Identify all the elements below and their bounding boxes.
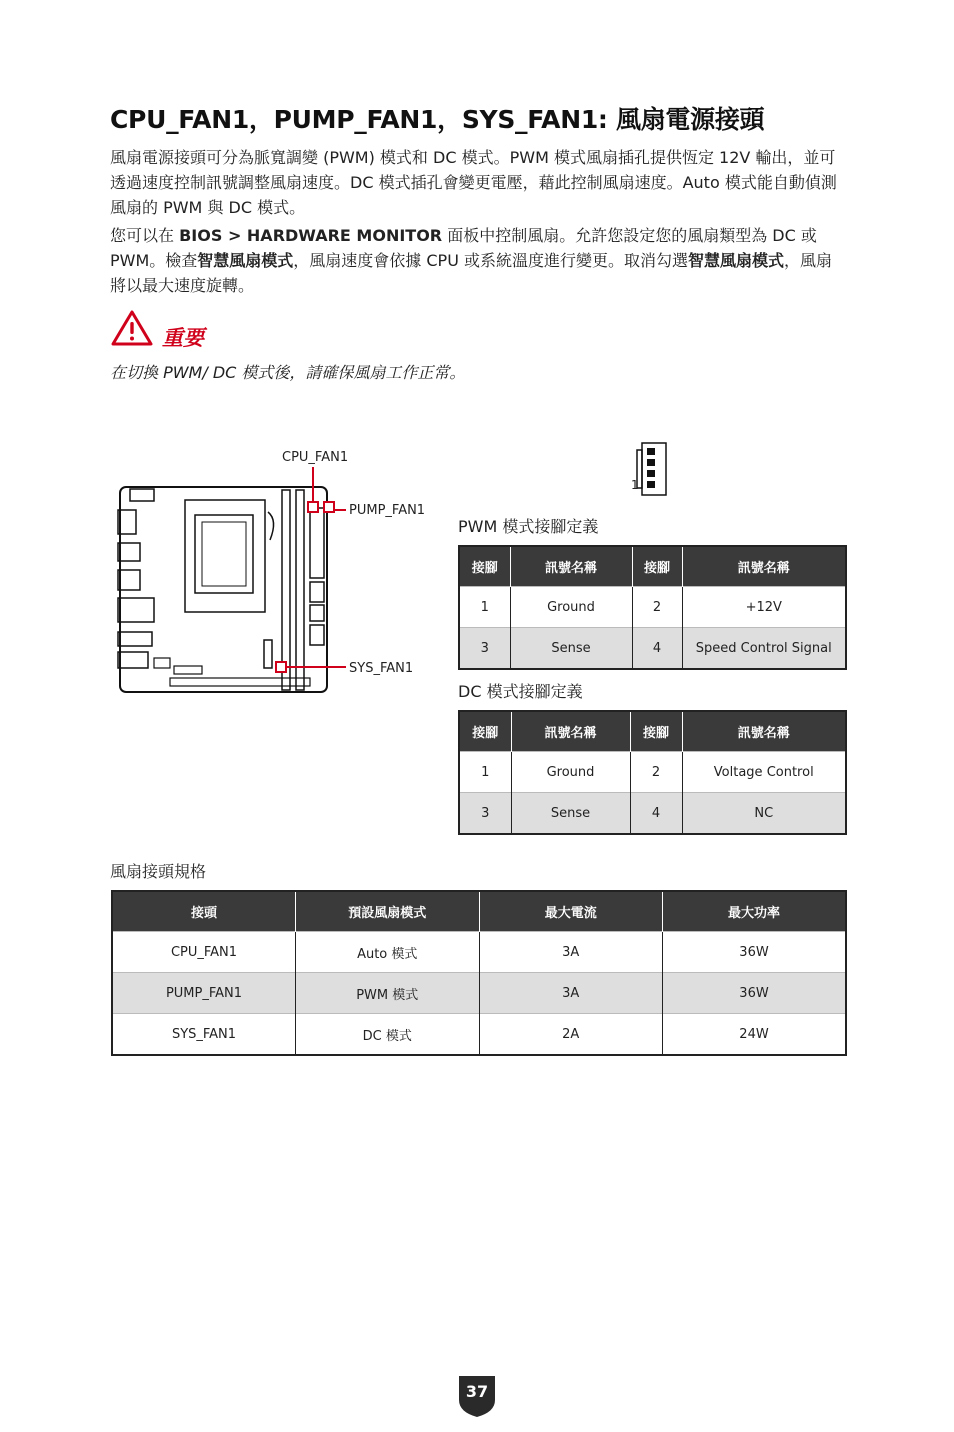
table-row [459, 628, 846, 670]
table-cell: PWM 模式 [296, 973, 480, 1014]
table-cell: 1 [459, 752, 511, 793]
table-cell: 2 [630, 752, 682, 793]
intro-paragraph: 風扇電源接頭可分為脈寬調變 (PWM) 模式和 DC 模式。PWM 模式風扇插孔提供恆定 12V 輸出，並可透過速度控制訊號調整風扇速度。DC 模式插孔會變更電壓，藉此控制風扇速度。Auto 模式能自動偵測風扇的 PWM 與 DC 模式。 [110, 148, 837, 217]
table-cell: Ground [510, 587, 632, 628]
pump-fan-label: PUMP_FAN1 [349, 503, 426, 518]
bios-text: 面板中控制風扇。允許您設定您的風扇類型為 DC 或 PWM。檢查 [110, 226, 817, 270]
table-cell: DC 模式 [296, 1014, 480, 1056]
table-row [112, 932, 846, 973]
pwm-heading: PWM 模式接腳定義 [458, 517, 599, 536]
important-note: 在切換 PWM/ DC 模式後，請確保風扇工作正常。 [110, 363, 466, 382]
bios-text: ，風扇速度會依據 CPU 或系統溫度進行變更。取消勾選 [293, 251, 689, 270]
table-header: 最大電流 [479, 891, 663, 932]
smart-fan-mode: 智慧風扇模式 [197, 251, 294, 270]
table-header: 最大功率 [663, 891, 847, 932]
table-cell: 2A [479, 1014, 663, 1056]
cpu-fan-label: CPU_FAN1 [282, 450, 349, 465]
bios-path: BIOS > HARDWARE MONITOR [179, 226, 443, 245]
table-cell: NC [682, 793, 846, 835]
table-cell: 1 [459, 587, 510, 628]
table-cell: +12V [682, 587, 846, 628]
motherboard-diagram [110, 440, 350, 700]
table-cell: Sense [510, 628, 632, 670]
page-number: 37 [465, 1382, 489, 1401]
smart-fan-mode: 智慧風扇模式 [688, 251, 785, 270]
table-header: 訊號名稱 [682, 546, 846, 587]
table-cell: 36W [663, 932, 847, 973]
table-cell: 2 [632, 587, 682, 628]
important-label: 重要 [162, 326, 204, 350]
sys-fan-label: SYS_FAN1 [349, 661, 414, 676]
bios-text: 您可以在 [110, 226, 180, 245]
table-header: 接腳 [459, 711, 511, 752]
table-header: 訊號名稱 [511, 711, 630, 752]
table-row [112, 1014, 846, 1056]
table-cell: Auto 模式 [296, 932, 480, 973]
table-header: 接腳 [632, 546, 682, 587]
table-cell: 3A [479, 973, 663, 1014]
table-cell: Speed Control Signal [682, 628, 846, 670]
table-cell: 36W [663, 973, 847, 1014]
page-title: CPU_FAN1，PUMP_FAN1，SYS_FAN1: 風扇電源接頭 [110, 105, 765, 134]
table-cell: 4 [632, 628, 682, 670]
table-cell: 24W [663, 1014, 847, 1056]
table-cell: PUMP_FAN1 [112, 973, 296, 1014]
table-header: 接腳 [459, 546, 510, 587]
table-row [459, 793, 846, 835]
spec-heading: 風扇接頭規格 [110, 862, 207, 881]
table-cell: 3 [459, 628, 510, 670]
fan-spec-table [111, 890, 847, 1056]
pin-one-label: 1 [631, 478, 639, 492]
table-header: 訊號名稱 [682, 711, 846, 752]
table-cell: SYS_FAN1 [112, 1014, 296, 1056]
table-header: 預設風扇模式 [296, 891, 480, 932]
table-row [459, 752, 846, 793]
warning-icon [110, 309, 154, 347]
bios-paragraph [110, 223, 845, 298]
table-header: 訊號名稱 [510, 546, 632, 587]
fan-connector-icon [636, 442, 668, 496]
table-cell: Voltage Control [682, 752, 846, 793]
table-row [459, 587, 846, 628]
bios-text: ，風扇將以最大速度旋轉。 [110, 251, 833, 295]
pwm-pin-table [458, 545, 847, 670]
table-row [112, 973, 846, 1014]
dc-pin-table [458, 710, 847, 835]
table-header: 接頭 [112, 891, 296, 932]
table-cell: CPU_FAN1 [112, 932, 296, 973]
dc-heading: DC 模式接腳定義 [458, 682, 583, 701]
table-cell: 3A [479, 932, 663, 973]
table-cell: Ground [511, 752, 630, 793]
table-header: 接腳 [630, 711, 682, 752]
table-cell: 4 [630, 793, 682, 835]
table-cell: Sense [511, 793, 630, 835]
table-cell: 3 [459, 793, 511, 835]
